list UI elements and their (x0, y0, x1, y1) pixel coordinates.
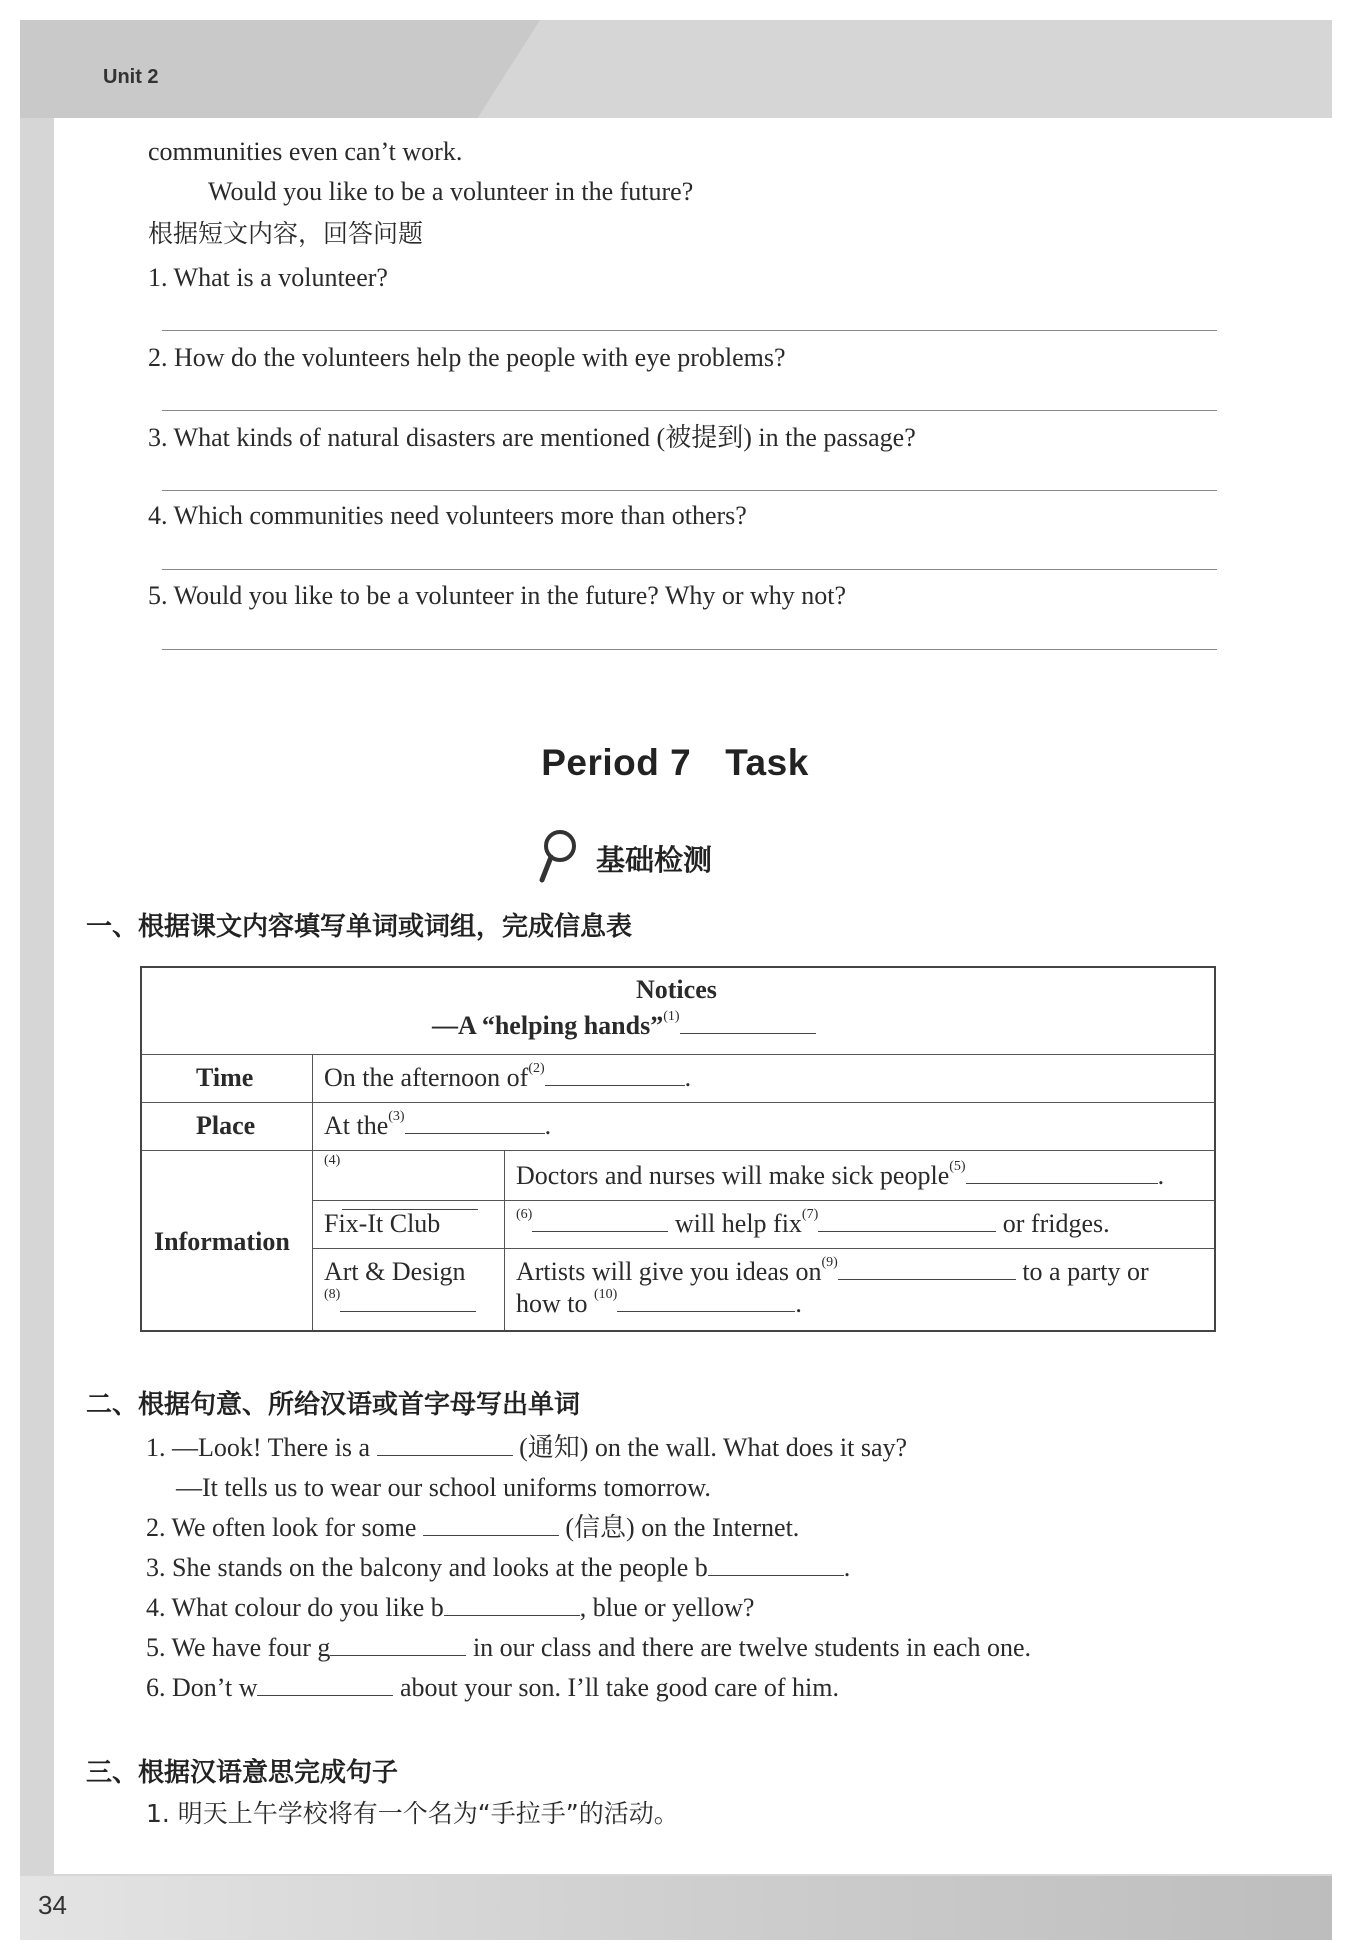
question-text: 3. What kinds of natural disasters are mentioned (被提到) in the passage? (148, 423, 916, 452)
exercise-item (146, 1592, 754, 1624)
time-label: Time (196, 1063, 254, 1092)
item-text: (信息) on the Internet. (565, 1513, 800, 1542)
table-subtitle-cell (432, 1010, 816, 1042)
blank-number: (3) (388, 1109, 405, 1125)
answer-line[interactable] (162, 569, 1217, 570)
passage-line: Would you like to be a volunteer in the future? (208, 177, 694, 206)
blank-number: (10) (594, 1287, 618, 1303)
unit-label: Unit 2 (103, 66, 159, 88)
question-text: 1. What is a volunteer? (148, 263, 388, 292)
item-text: . (843, 1553, 851, 1582)
blank-number: (2) (528, 1061, 545, 1077)
answer-blank[interactable] (257, 1673, 393, 1696)
section-heading: 一、根据课文内容填写单词或词组，完成信息表 (86, 912, 633, 942)
section-heading: 二、根据句意、所给汉语或首字母写出单词 (86, 1390, 581, 1420)
table-subtitle: —A “helping hands” (432, 1011, 664, 1040)
item-text: 1. —Look! There is a (146, 1433, 371, 1462)
item-text: 6. Don’t w (146, 1673, 258, 1702)
row3-end: to a party or (1022, 1257, 1149, 1286)
item-text: , blue or yellow? (579, 1593, 755, 1622)
page-number: 34 (38, 1890, 67, 1920)
answer-blank[interactable] (330, 1633, 466, 1656)
place-text: At the (324, 1111, 389, 1140)
answer-line[interactable] (162, 330, 1217, 331)
question-text: 4. Which communities need volunteers more than others? (148, 501, 747, 530)
item-text: 2. We often look for some (146, 1513, 417, 1542)
item-text: 3. She stands on the balcony and looks at the people b (146, 1553, 708, 1582)
blank-2[interactable] (545, 1063, 685, 1086)
item-text: (通知) on the wall. What does it say? (519, 1433, 908, 1462)
answer-line[interactable] (162, 490, 1217, 491)
time-cell: On the afternoon $of^{(2)}$ . (324, 1061, 692, 1092)
blank-number: (7) (801, 1207, 819, 1223)
reading-instruction: 根据短文内容，回答问题 (148, 219, 424, 248)
sub-heading-text: 基础检测 (596, 843, 713, 877)
table-title: Notices (636, 975, 717, 1004)
period-name: Period 7 (541, 742, 692, 783)
question-text: 2. How do the volunteers help the people with eye problems? (148, 343, 786, 372)
item-text: 4. What colour do you like b (146, 1593, 444, 1622)
answer-blank[interactable] (444, 1593, 580, 1616)
blank-4[interactable] (342, 1187, 478, 1210)
question-text: 5. Would you like to be a volunteer in the future? Why or why not? (148, 581, 847, 610)
exercise-item (146, 1672, 839, 1704)
item-text: —It tells us to wear our school uniforms tomorrow. (176, 1473, 711, 1502)
exercise-item (146, 1432, 907, 1464)
blank-number: (6) (516, 1207, 533, 1223)
blank-9[interactable] (838, 1257, 1016, 1280)
row3-detail-cell: Artists will give you ideas $on^{(9)}$ to a party or how to $^{(10)}$ . (516, 1255, 1149, 1318)
period-title (0, 742, 1350, 784)
row2-club: Fix-It Club (324, 1209, 441, 1238)
exercise-item (146, 1632, 1031, 1664)
row3-text2: how to (516, 1289, 588, 1318)
answer-blank[interactable] (708, 1553, 844, 1576)
blank-6[interactable] (532, 1209, 668, 1232)
blank-5[interactable] (966, 1161, 1158, 1184)
exercise-item (176, 1472, 711, 1504)
time-text: On the afternoon of (324, 1063, 529, 1092)
answer-blank[interactable] (377, 1433, 513, 1456)
blank-number: (4) (324, 1153, 341, 1169)
row3-club-cell (324, 1256, 476, 1320)
exercise-item (146, 1512, 799, 1544)
row1-text: Doctors and nurses will make sick people (516, 1161, 950, 1190)
row3-text: Artists will give you ideas on (516, 1257, 822, 1286)
blank-number: (1) (663, 1009, 680, 1025)
information-label: Information (154, 1227, 290, 1256)
row2-end: or fridges. (1002, 1209, 1110, 1238)
blank-10[interactable] (617, 1289, 795, 1312)
answer-blank[interactable] (423, 1513, 559, 1536)
blank-number: (5) (949, 1159, 966, 1175)
blank-number: (9) (821, 1255, 838, 1271)
period-topic: Task (725, 742, 809, 783)
blank-7[interactable] (818, 1209, 996, 1232)
item-text: 5. We have four g (146, 1633, 331, 1662)
item-text: about your son. I’ll take good care of him. (399, 1673, 839, 1702)
row2-text: will help fix (674, 1209, 802, 1238)
footer-band (20, 1876, 1332, 1940)
row3-club: Art & Design (324, 1257, 466, 1286)
exercise-item: 1. 明天上午学校将有一个名为“手拉手”的活动。 (146, 1799, 679, 1828)
answer-line[interactable] (162, 649, 1217, 650)
item-text: in our class and there are twelve students in each one. (472, 1633, 1032, 1662)
passage-line: communities even can’t work. (148, 137, 463, 166)
place-cell: At the$^{(3)}$ . (324, 1109, 552, 1140)
answer-line[interactable] (162, 410, 1217, 411)
notice-table (140, 966, 1216, 1332)
place-label: Place (196, 1111, 256, 1140)
row2-detail-cell (516, 1208, 1110, 1240)
exercise-item (146, 1552, 850, 1584)
section-heading: 三、根据汉语意思完成句子 (86, 1758, 399, 1788)
blank-3[interactable] (405, 1111, 545, 1134)
blank-1[interactable] (680, 1011, 816, 1034)
blank-number: (8) (324, 1287, 341, 1303)
row1-detail-cell: Doctors and nurses will make sick people$^{(5)}$ . (516, 1159, 1165, 1190)
blank-8[interactable] (340, 1289, 476, 1312)
magnifier-icon (536, 828, 580, 884)
header-band (20, 20, 540, 118)
